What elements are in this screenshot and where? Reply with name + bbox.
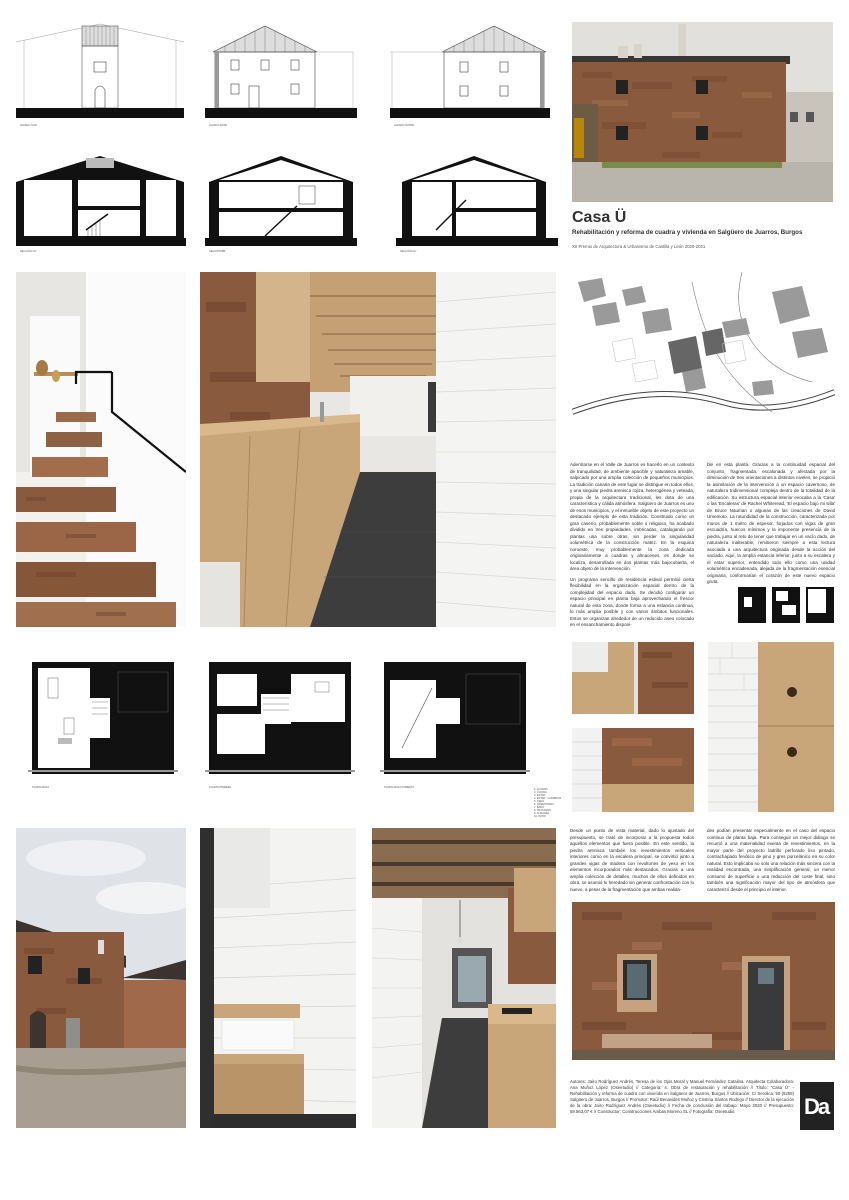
section-label: SECCIÓN BB' (209, 250, 226, 253)
section-label: SECCIÓN AA' (400, 250, 417, 253)
text-column-3 (570, 828, 694, 897)
detail-photo-2 (572, 728, 694, 812)
site-plan (572, 272, 835, 452)
volume-diagrams (738, 587, 834, 623)
plan-primera (205, 658, 355, 788)
facade-detail-photo (572, 902, 835, 1060)
paragraph: Desde un punto de vista material, dado lo ajustado del presupuesto, se trató de incorporar a la propuesta todos aquellos elementos que fuera posible. En este sentido, la piedra arenisca también los revestimientos verticales interiores como en la escalera principal, se convirtió junto a grandes vigas de madera con revoltones de yeso en los elementos incorporados más destacados. Gracias a una amplia colección de detalles, muchos de ellos definidos en obra, se asumió lo heredado sin generar confrontación con lo nuevo, a pesar de la fragmentación que ambas realida- (570, 828, 694, 892)
plan-label: PLANTA PRIMERA (209, 786, 232, 789)
exterior-photo-main (572, 22, 833, 202)
elevation-este (205, 22, 357, 127)
legend-item: 5. ASEO (534, 800, 544, 803)
paragraph: des podían presentar especialmente en el caso del espacio continuo de planta baja. Para conseguir un mejor diálogo se recurrió a una materialidad exenta de revestimientos, en la mayor parte del proyecto ladrillo perforado liso pintado, contrachapado fenólico de pino y gres porcelánico en su color natural. Esto implicaba no solo una relación más sincera con la realidad encontrada, una simplificación general, un menor consumo de superficie o una reducción del coste final, sino también una significación mayor del tipo de atmósfera que caracterizó desde el principio el interior. (707, 828, 835, 892)
legend-item: 1. ACCESO (534, 788, 548, 791)
section-cc (16, 150, 186, 252)
title-block (572, 208, 837, 270)
paragraph: ble en esta planta. Gracias a la continuidad espacial del conjunto, fragmentada, escalonada y afectada por la diminución de tres orientaciones a distintos niveles, se propició la asimilación de la intervención a un espacio cavernoso, de naturaleza tridimensional compleja dentro de la totalidad de la edificación. Su estructura espacial interior evocaba a la 'Casa' o las 'Escaleras' de Rachel Whiteread, 'El espacio bajo mi silla' de Bruce Nauman o algunas de las creaciones de David Umemoto. La rotundidad de la construcción, caracterizada por muros de 1 metro de espesor, forjados con vigas de gran escuadría, huecos mínimos y la imponente presencia de la piedra, junto al reto de tener que trabajar en un vacío dado, de naturaleza inalterable, remitieron siempre a esta lectura asociada a una arquitectura originada desde la acción del vaciado. Aquí, la amplia estancia inferior, junto a su escalera y el estar superior, entendido todo ello como una unidad volumétrica encadenada, alejada de la fragmentación esencial originaria, conformarían el corazón de este nuevo espacio gruta. (707, 462, 835, 584)
legend-item: 8. TRASTERO (534, 809, 551, 812)
stair-photo (16, 272, 186, 627)
project-award: XII Premio de Arquitectura & Urbanismo de Castilla y León 2020-2021 (572, 244, 706, 249)
paragraph: Adentrarse en el Valle de Juarros es hacerlo en un contexto de tranquilidad, de ambiente apacible y naturaleza amable, salpicado por una amplia colección de pequeños municipios. La tradición canaria de este lugar se distingue en todos ellos, y una singular piedra arenisca rojiza, heterogénea y veteada, propia de la arquitectura tradicional, les dota de una característica y cálida atmósfera. Salgüero de Juarros es uno de esos municipios, y el inmueble objeto de este proyecto un destacado ejemplo de esta tradición. Construido como un gran caserío, probablemente noble o religioso, ha acabado dividido en tres propiedades, imbricadas, catalogando por plantas una sobre otras, sin perder la singularidad volumétrica de la construcción matriz. En la esquina noroeste, muy probablemente la zona dedicada originariamente a cuadras y almacenes, es donde se localiza, desarrollada en dos plantas más bajocubierta, el área objeto de la intervención. (570, 462, 694, 571)
plan-legend (534, 788, 574, 818)
legend-item: 10. PATIO (534, 815, 546, 818)
legend-item: 2. COCINA (534, 791, 547, 794)
section-label: SECCIÓN CC' (20, 250, 37, 253)
text-column-2 (707, 462, 835, 590)
project-title: Casa Ü (572, 209, 627, 226)
section-bb (205, 150, 357, 252)
elevation-sur (16, 22, 184, 127)
elevation-label: ALZADO ESTE (209, 124, 227, 127)
legend-item: 9. ALMACÉN (534, 812, 550, 815)
legend-item: 6. DORMITORIO (534, 803, 554, 806)
plan-bajocubierta (380, 658, 530, 788)
paragraph: Un programa sencillo de residencia estival permitió cierta flexibilidad en la organización espacial dentro de la complejidad del espacio dado. Se decidió configurar un espacio principal en planta baja aprovechando el frescor natural de esta zona, donde forma a una estancia continua, lo más amplia posible y con varios ámbitos funcionales. Estos se organizan alrededor de un reducido aseo colocado en el ensanchamiento disponi- (570, 576, 694, 627)
kitchen-photo (200, 272, 556, 627)
plan-label: PLANTA BAJA (32, 786, 49, 789)
legend-item: 3. ESTAR (534, 794, 546, 797)
interior-photo (372, 828, 556, 1128)
detail-photo-1 (572, 642, 694, 714)
legend-item: 4. ESTAR - COMEDOR (534, 797, 562, 800)
legend-item: 7. BAÑO (534, 806, 545, 809)
elevation-label: ALZADO SUR (20, 124, 37, 127)
section-aa (396, 150, 558, 252)
logo-text: Da (804, 1094, 829, 1119)
plan-baja (28, 658, 178, 788)
logo (800, 1082, 834, 1130)
street-photo (16, 828, 186, 1128)
elevation-norte (390, 22, 550, 127)
elevation-label: ALZADO NORTE (394, 124, 415, 127)
credits: Autores: Jairo Rodríguez Andrés, Teresa de los Ojos Moral y Manuel Fernández Catalina. Arquitecta Colaboradora: Ana Muñoz López (Oseetudio) // Categoría: 4. Obra de restauración y rehabilitación // Título: "Casa Ü" - Rehabilitación y reforma de cuadra con vivienda en Salgüero de Juarros, Burgos // Ubicación: C/ Serolica, 50 (9259) Salgüero de Juarros, Burgos // Promotor: Raúl Benavides Muñoz y Cristina Santos Rodrigo // Director de la ejecución de la obra: Jairo Rodríguez Andrés (Oseetudio) // Fecha de conclusión del trabajo: Mayo 2020 // Presupuesto: 59.563,07 € // Constructor: Construcciones Ambas Moreno SL // Fotografía: Oseetudio (570, 1079, 794, 1115)
detail-photo-3 (708, 642, 834, 812)
text-column-1 (570, 462, 694, 633)
bathroom-photo (200, 828, 356, 1128)
project-subtitle: Rehabilitación y reforma de cuadra y vivienda en Salgüero de Juarros, Burgos (572, 229, 803, 236)
text-column-4 (707, 828, 835, 897)
plan-label: PLANTA BAJOCUBIERTA (384, 786, 415, 789)
